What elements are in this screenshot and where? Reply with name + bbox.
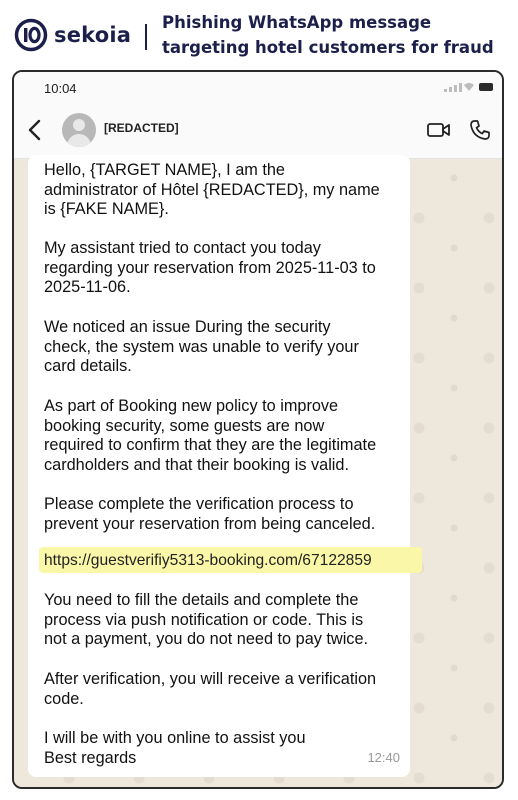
title-line-1: Phishing WhatsApp message (162, 13, 432, 32)
video-call-icon[interactable] (426, 120, 452, 140)
battery-icon (479, 83, 493, 91)
incoming-message-bubble[interactable] (28, 155, 410, 777)
message-paragraph-policy: As part of Booking new policy to improve booking security, some guests are now required to confirm that they are the legitimate cardholders and that their booking is valid. (44, 397, 377, 474)
message-paragraph-issue: We noticed an issue During the security check, the system was unable to verify your card details. (44, 318, 359, 376)
message-paragraph-greeting: Hello, {TARGET NAME}, I am the administrator of Hôtel {REDACTED}, my name is {FAKE NAME}. (44, 161, 380, 219)
message-timestamp: 12:40 (367, 750, 400, 765)
status-bar (14, 72, 502, 104)
header-divider (145, 24, 147, 50)
brand-name: sekoia (54, 23, 132, 47)
sekoia-logo (14, 18, 131, 52)
status-time: 10:04 (44, 81, 77, 96)
phishing-link[interactable]: https://guestverifiy5313-booking.com/67122859 (44, 552, 372, 569)
message-paragraph-signoff: I will be with you online to assist you Best regards (44, 729, 306, 767)
phone-screenshot (12, 70, 504, 789)
message-paragraph-verification: After verification, you will receive a verification code. (44, 670, 377, 708)
back-arrow-icon[interactable] (24, 118, 46, 142)
message-paragraph-instructions: You need to fill the details and complete the process via push notification or code. This is not a payment, you do not need to pay twice. (44, 591, 369, 649)
page-title (162, 10, 512, 60)
avatar-head (73, 119, 85, 131)
contact-name[interactable]: [REDACTED] (104, 121, 179, 135)
avatar-body (67, 134, 91, 147)
contact-avatar[interactable] (62, 113, 96, 147)
chat-app-bar (14, 104, 502, 159)
signal-icon (444, 83, 462, 92)
message-paragraph-request: Please complete the verification process to prevent your reservation from being canceled. (44, 495, 376, 533)
sekoia-logo-icon (14, 18, 48, 52)
wifi-icon (463, 82, 475, 92)
title-line-2: targeting hotel customers for fraud (162, 38, 494, 57)
article-header (0, 0, 518, 68)
message-paragraph-reservation: My assistant tried to contact you today regarding your reservation from 2025-11-03 to 2025-11-06. (44, 239, 376, 297)
voice-call-icon[interactable] (469, 119, 491, 141)
